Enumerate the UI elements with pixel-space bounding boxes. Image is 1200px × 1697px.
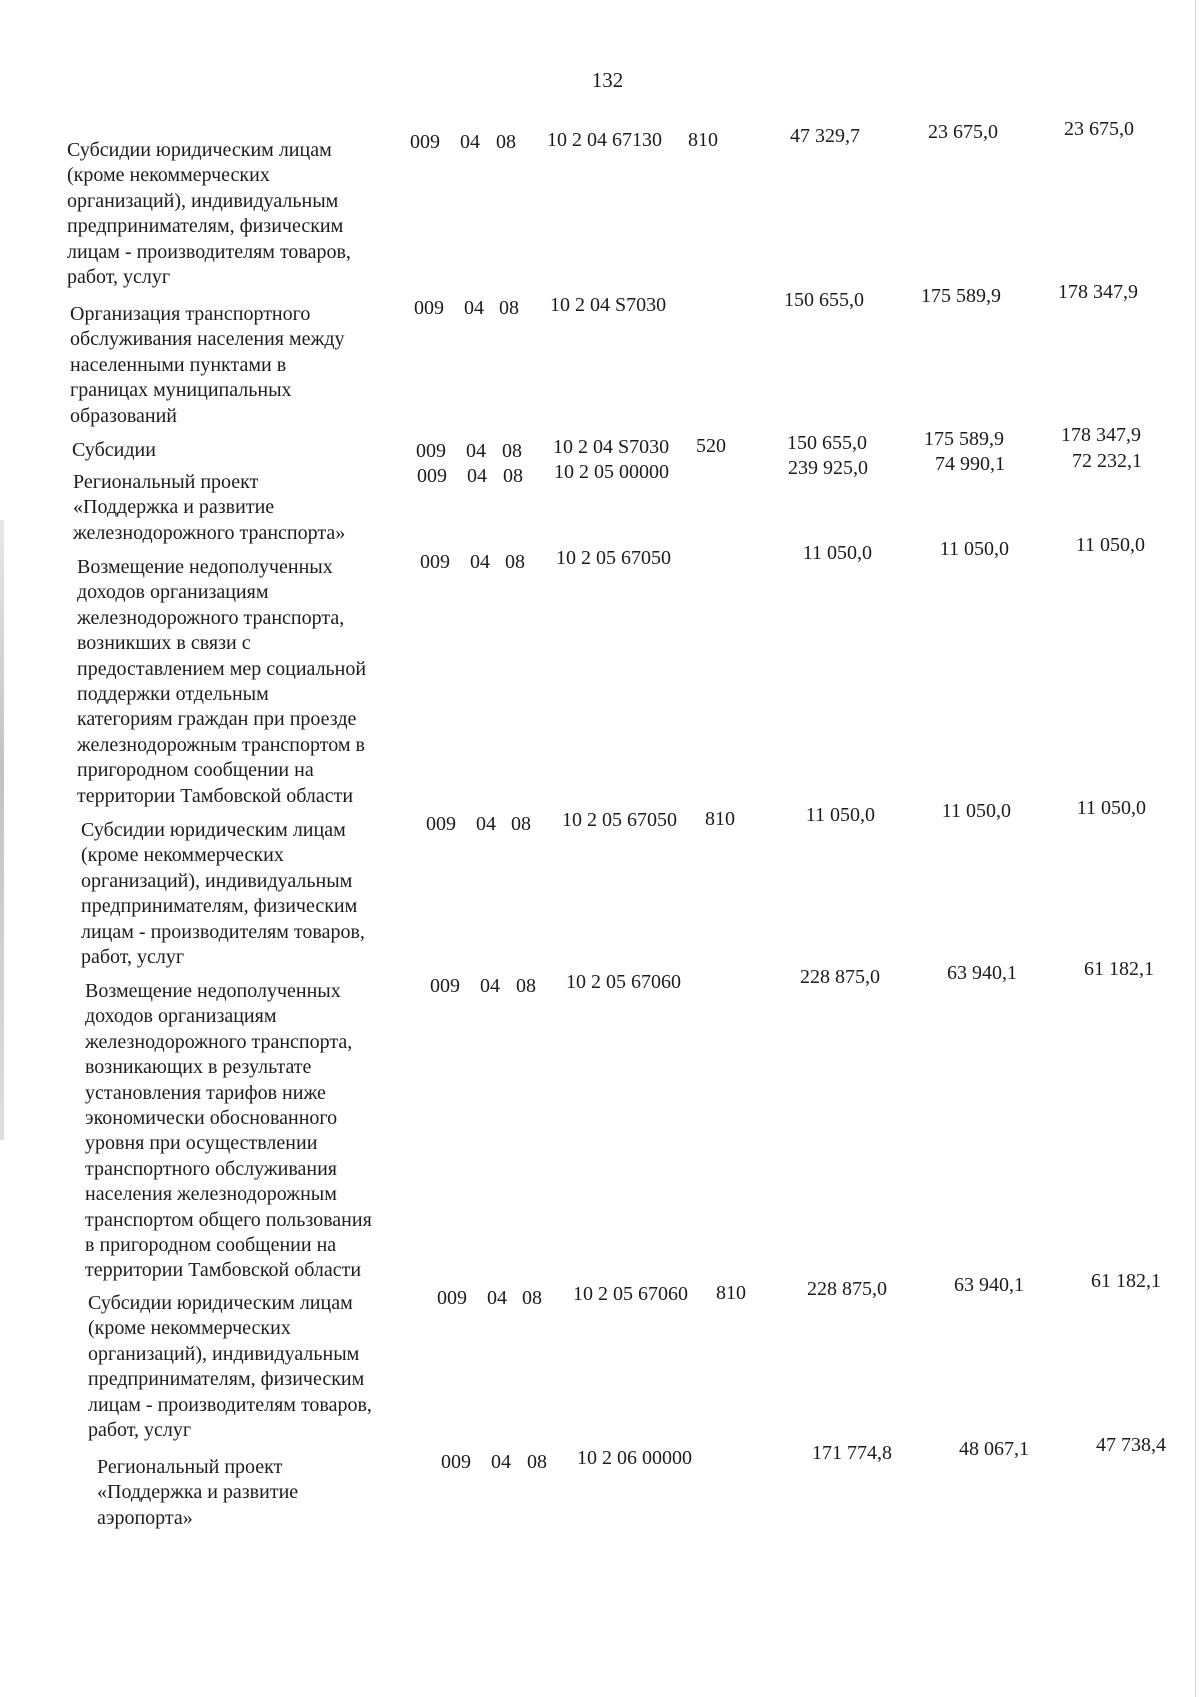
row-description: Субсидии юридическим лицам (кроме некоммерческих организаций), индивидуальным предпринимателям, физическим лицам - производителям товаров, работ, услуг	[81, 819, 365, 969]
page-number: 132	[591, 68, 624, 92]
row-description: Организация транспортного обслуживания населения между населенными пунктами в границах муниципальных образований	[70, 303, 345, 427]
amount-1: 150 655,0	[787, 432, 867, 454]
amount-3: 61 182,1	[1084, 958, 1154, 980]
ministry-code: 009	[426, 813, 456, 835]
subsection-code: 08	[516, 975, 536, 997]
target-article: 10 2 06 00000	[577, 1447, 692, 1469]
subsection-code: 08	[505, 551, 525, 573]
amount-1: 228 875,0	[807, 1278, 887, 1300]
ministry-code: 009	[437, 1287, 467, 1309]
section-code: 04	[464, 297, 484, 319]
amount-3: 23 675,0	[1064, 118, 1134, 140]
section-code: 04	[467, 465, 487, 487]
amount-3: 11 050,0	[1076, 797, 1146, 819]
amount-2: 11 050,0	[941, 800, 1011, 822]
subsection-code: 08	[499, 297, 519, 319]
subsection-code: 08	[511, 813, 531, 835]
amount-3: 178 347,9	[1061, 424, 1141, 446]
amount-2: 175 589,9	[924, 428, 1004, 450]
row-description: Возмещение недополученных доходов организациям железнодорожного транспорта, возникающих в результате установления тарифов ниже экономически обоснованного уровня при осуществлении транспортного обслуживания населения железнодорожным транспортом общего пользования в пригородном сообщении на территории Тамбовской области	[85, 980, 372, 1282]
amount-1: 171 774,8	[812, 1442, 892, 1464]
ministry-code: 009	[414, 297, 444, 319]
amount-3: 178 347,9	[1058, 281, 1138, 303]
row-description: Возмещение недополученных доходов организациям железнодорожного транспорта, возникших в связи с предоставлением мер социальной поддержки отдельным категориям граждан при проезде железнодорожным транспортом в пригородном сообщении на территории Тамбовской области	[77, 556, 367, 807]
ministry-code: 009	[430, 975, 460, 997]
amount-1: 11 050,0	[802, 542, 872, 564]
section-code: 04	[460, 131, 480, 153]
expense-type: 810	[688, 129, 718, 151]
amount-1: 11 050,0	[805, 804, 875, 826]
ministry-code: 009	[441, 1451, 471, 1473]
amount-2: 63 940,1	[947, 962, 1017, 984]
amount-3: 61 182,1	[1091, 1270, 1161, 1292]
amount-1: 150 655,0	[784, 289, 864, 311]
amount-1: 239 925,0	[788, 457, 868, 479]
target-article: 10 2 05 00000	[554, 461, 669, 483]
target-article: 10 2 04 67130	[547, 129, 662, 151]
amount-3: 47 738,4	[1096, 1434, 1166, 1456]
amount-2: 11 050,0	[939, 538, 1009, 560]
amount-2: 23 675,0	[928, 121, 998, 143]
target-article: 10 2 04 S7030	[550, 294, 667, 316]
amount-1: 228 875,0	[800, 966, 880, 988]
row-description: Региональный проект «Поддержка и развитие аэропорта»	[97, 1456, 299, 1529]
row-description: Субсидии юридическим лицам (кроме некоммерческих организаций), индивидуальным предпринимателям, физическим лицам - производителям товаров, работ, услуг	[67, 139, 351, 289]
subsection-code: 08	[502, 440, 522, 462]
row-description: Субсидии	[72, 439, 156, 461]
target-article: 10 2 05 67060	[573, 1283, 688, 1305]
row-description: Региональный проект «Поддержка и развитие железнодорожного транспорта»	[73, 471, 346, 544]
amount-1: 47 329,7	[790, 125, 860, 147]
subsection-code: 08	[503, 465, 523, 487]
target-article: 10 2 05 67050	[556, 547, 671, 569]
ministry-code: 009	[420, 551, 450, 573]
expense-type: 810	[716, 1282, 746, 1304]
expense-type: 810	[705, 808, 735, 830]
subsection-code: 08	[522, 1287, 542, 1309]
section-code: 04	[480, 975, 500, 997]
section-code: 04	[466, 440, 486, 462]
section-code: 04	[487, 1287, 507, 1309]
ministry-code: 009	[410, 131, 440, 153]
amount-2: 63 940,1	[954, 1274, 1024, 1296]
amount-3: 11 050,0	[1075, 534, 1145, 556]
subsection-code: 08	[496, 131, 516, 153]
section-code: 04	[491, 1451, 511, 1473]
section-code: 04	[476, 813, 496, 835]
target-article: 10 2 04 S7030	[553, 436, 670, 458]
expense-type: 520	[696, 435, 726, 457]
amount-2: 48 067,1	[959, 1438, 1029, 1460]
row-description: Субсидии юридическим лицам (кроме некоммерческих организаций), индивидуальным предпринимателям, физическим лицам - производителям товаров, работ, услуг	[88, 1292, 372, 1442]
target-article: 10 2 05 67050	[562, 809, 677, 831]
ministry-code: 009	[417, 465, 447, 487]
amount-2: 74 990,1	[935, 453, 1005, 475]
ministry-code: 009	[416, 440, 446, 462]
amount-2: 175 589,9	[921, 285, 1001, 307]
subsection-code: 08	[527, 1451, 547, 1473]
target-article: 10 2 05 67060	[566, 971, 681, 993]
amount-3: 72 232,1	[1072, 450, 1142, 472]
section-code: 04	[470, 551, 490, 573]
